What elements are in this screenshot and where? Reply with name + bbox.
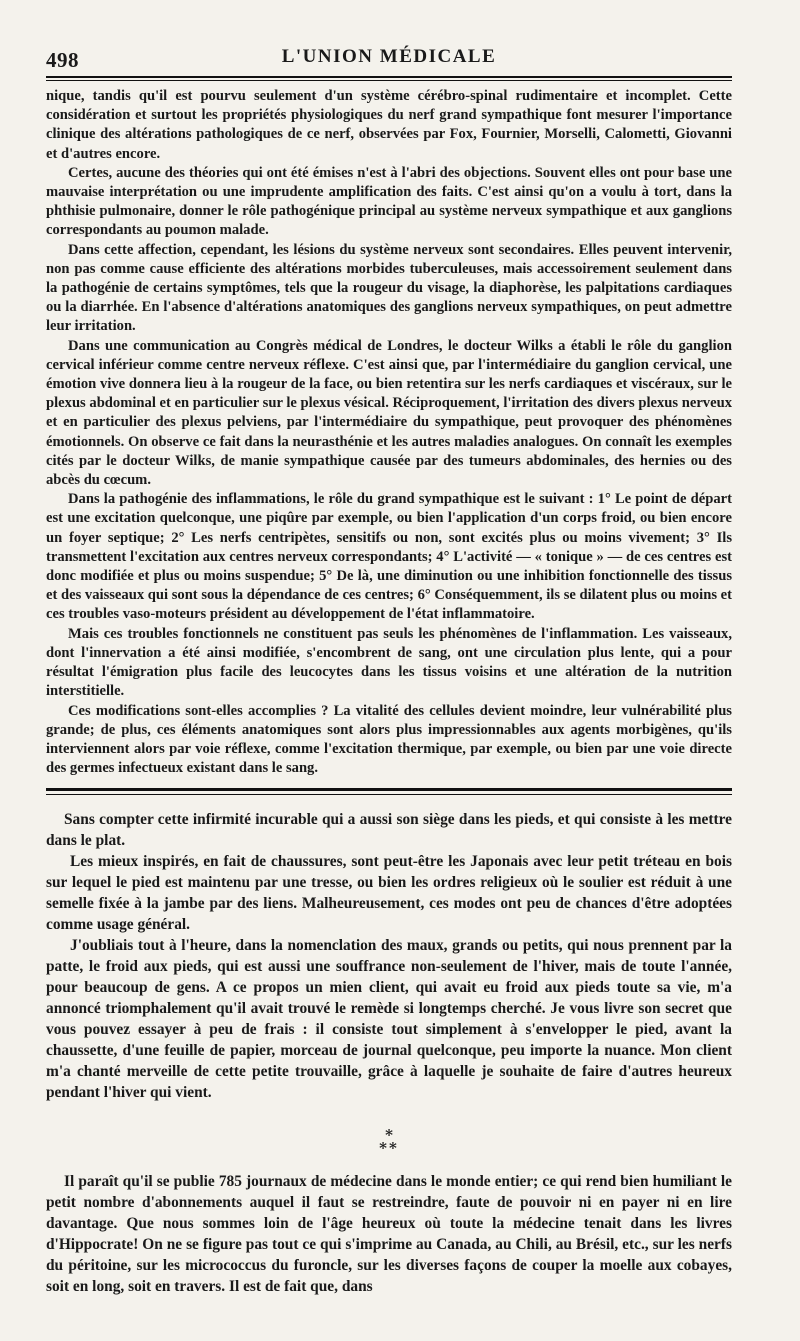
asterism-separator: [46, 1126, 732, 1158]
page-number: 498: [46, 48, 79, 72]
article-body: [46, 87, 732, 778]
article-paragraph: Dans la pathogénie des inflammations, le rôle du grand sympathique est le suivant : 1° Le point de départ est une excitation quelconque, une piqûre par exemple, ou bien l'application d'un corps froid, ou bien encore un foyer septique; 2° Les nerfs centripètes, sensitifs ou non, sont excités plus ou moins vivement; 3° Ils transmettent l'excitation aux centres nerveux correspondants; 4° L'activité — « tonique » — de ces centres est donc modifiée et plus ou moins suspendue; 5° De là, une diminution ou une inhibition fonctionnelle des tissus et des vaisseaux qui sont sous la dépendance de ces centres; 6° Conséquemment, ils se dilatent plus ou moins et ces troubles vaso-moteurs président au développement de l'état inflammatoire.: [46, 491, 732, 623]
feuilleton-separator-rule: [46, 788, 732, 795]
asterism-bottom: **: [379, 1139, 399, 1158]
article-paragraph: Certes, aucune des théories qui ont été émises n'est à l'abri des objections. Souvent elles ont pour base une mauvaise interprétation ou une imprudente amplification des faits. C'est ainsi qu'on a voulu à tort, dans la phthisie pulmonaire, donner le rôle pathogénique principal au système nerveux sympathique et aux ganglions correspondants au poumon malade.: [46, 164, 732, 239]
article-paragraph: Mais ces troubles fonctionnels ne constituent pas seuls les phénomènes de l'inflammation. Les vaisseaux, dont l'innervation a été ainsi modifiée, s'encombrent de sang, ont une circulation plus lente, qui a pour résultat l'émigration plus facile des leucocytes dans les tissus voisins et une altération de la nutrition interstitielle.: [46, 625, 732, 700]
feuilleton-closing-paragraph: Il paraît qu'il se publie 785 journaux de médecine dans le monde entier; ce qui rend bien humiliant le petit nombre d'abonnements auquel il faut se restreindre, faute de pouvoir ni en payer ni en lire davantage. Que nous sommes loin de l'âge heureux où toute la médecine tenait dans les livres d'Hippocrate! On ne se figure pas tout ce qui s'imprime au Canada, au Chili, au Brésil, etc., sur les nerfs du péritoine, sur les micrococcus du furoncle, sur les diverses façons de couper la moelle aux cobayes, soit en long, soit en travers. Il est de fait que, dans: [46, 1173, 732, 1296]
header-rule: [46, 76, 732, 81]
feuilleton-paragraph: J'oubliais tout à l'heure, dans la nomenclation des maux, grands ou petits, qui nous prennent par la patte, le froid aux pieds, qui est aussi une souffrance non-seulement de l'hiver, mais de toute l'année, pour beaucoup de gens. A ce propos un mien client, qui avait eu froid aux pieds toute sa vie, m'a annoncé triomphalement qu'il avait trouvé le remède si longtemps cherché. Je vous livre son secret que vous pouvez essayer à peu de frais : il consiste tout simplement à s'envelopper le pied, avant la chaussette, d'une feuille de papier, morceau de journal quelconque, peu importe la nuance. Mon client m'a chanté merveille de cette petite trouvaille, grâce à laquelle je souhaite de faire d'autres heureux pendant l'hiver qui vient.: [46, 937, 732, 1102]
running-head: L'UNION MÉDICALE: [281, 46, 497, 67]
article-paragraph: Dans cette affection, cependant, les lésions du système nerveux sont secondaires. Elles peuvent intervenir, non pas comme cause efficiente des altérations morbides tuberculeuses, mais accessoirement seulement dans la pathogénie de certains symptômes, tels que la rougeur du visage, la diaphorèse, les palpitations cardiaques ou la diarrhée. En l'absence d'altérations anatomiques des ganglions nerveux sympathiques, on peut admettre leur irritation.: [46, 241, 732, 335]
page-header: [46, 40, 732, 76]
asterism-top: *: [385, 1126, 393, 1145]
feuilleton-body: [46, 809, 732, 1297]
article-paragraph: Ces modifications sont-elles accomplies ? La vitalité des cellules devient moindre, leur vulnérabilité plus grande; de plus, ces éléments anatomiques sont alors plus impressionnables aux agents morbigènes, qu'ils interviennent alors par voie réflexe, comme l'excitation thermique, par exemple, ou bien par une voie directe des germes infectueux existant dans le sang.: [46, 702, 732, 777]
feuilleton-paragraph: Sans compter cette infirmité incurable qui a aussi son siège dans les pieds, et qui consiste à les mettre dans le plat.: [46, 811, 732, 850]
feuilleton-paragraph: Les mieux inspirés, en fait de chaussures, sont peut-être les Japonais avec leur petit tréteau en bois sur lequel le pied est maintenu par une tresse, ou bien les ordres religieux où le soulier est réduit à une semelle fixée à la jambe par des liens. Malheureusement, ces modes ont peu de chances d'être adoptées comme usage général.: [46, 853, 732, 934]
article-paragraph: nique, tandis qu'il est pourvu seulement d'un système cérébro-spinal rudimentaire et incomplet. Cette considération et surtout les propriétés physiologiques du nerf grand sympathique font mesurer l'importance clinique des altérations pathologiques de ce nerf, observées par Fox, Fournier, Morselli, Calometti, Giovanni et d'autres encore.: [46, 88, 732, 162]
article-paragraph: Dans une communication au Congrès médical de Londres, le docteur Wilks a établi le rôle du ganglion cervical inférieur comme centre nerveux réflexe. C'est ainsi que, par l'intermédiaire du ganglion cervical, une émotion vive donnera lieu à la rougeur de la face, ou bien retentira sur les nerfs cardiaques et viscéraux, sur le plexus abdominal et en particulier sur le plexus vésical. Réciproquement, l'irritation des divers plexus nerveux et en particulier des plexus pelviens, par l'intermédiaire du sympathique, peut provoquer des phénomènes émotionnels. On observe ce fait dans la neurasthénie et les autres maladies analogues. On connaît les exemples cités par le docteur Wilks, de manie sympathique causée par des tumeurs abdominales, des hernies ou des abcès du cœcum.: [46, 337, 732, 489]
